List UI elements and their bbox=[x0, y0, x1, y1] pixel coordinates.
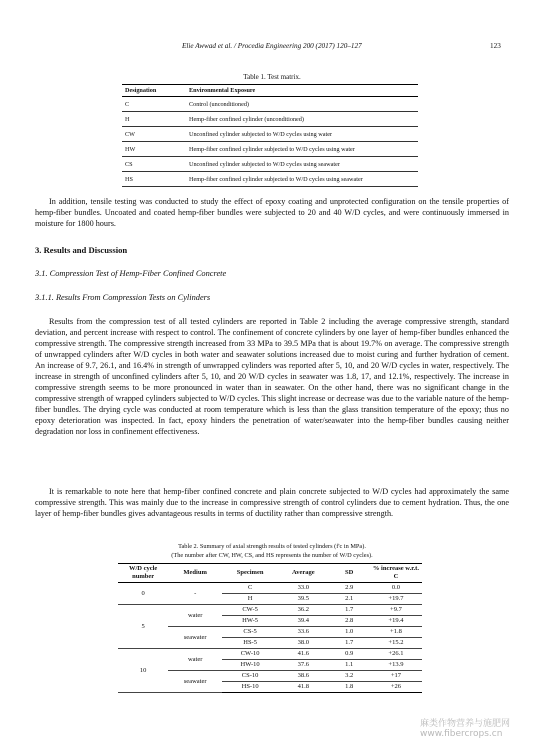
designation-cell: C bbox=[122, 97, 186, 112]
wd-cycle-cell: 5 bbox=[118, 605, 168, 649]
axial-strength-table bbox=[118, 563, 422, 693]
specimen-cell: HS-5 bbox=[222, 638, 278, 649]
table2-header-sd: SD bbox=[328, 564, 369, 583]
designation-cell: CS bbox=[122, 157, 186, 172]
sd-cell: 1.7 bbox=[328, 638, 369, 649]
exposure-cell: Unconfined cylinder subjected to W/D cycles using water bbox=[186, 127, 418, 142]
increase-cell: +19.7 bbox=[370, 594, 422, 605]
table2-header-medium: Medium bbox=[168, 564, 222, 583]
increase-cell: 0.0 bbox=[370, 583, 422, 594]
average-cell: 33.6 bbox=[278, 627, 328, 638]
sd-cell: 0.9 bbox=[328, 649, 369, 660]
specimen-cell: H bbox=[222, 594, 278, 605]
sd-cell: 1.7 bbox=[328, 605, 369, 616]
table2-caption bbox=[0, 542, 544, 560]
average-cell: 33.0 bbox=[278, 583, 328, 594]
medium-cell: seawater bbox=[168, 627, 222, 649]
increase-cell: +17 bbox=[370, 671, 422, 682]
medium-cell: - bbox=[168, 583, 222, 605]
paragraph-remark: It is remarkable to note here that hemp-fiber confined concrete and plain concrete subjected to W/D cycles had approximately the same compressive strength. This was mainly due to the increase in compressive strength of control cylinders due to cement hydration. Thus, the one layer of hemp-fiber bundles gives advantageous results in terms of ductility rather than compressive strength. bbox=[35, 487, 509, 518]
sd-cell: 2.1 bbox=[328, 594, 369, 605]
table-row bbox=[122, 157, 418, 172]
page-number: 123 bbox=[490, 42, 501, 50]
exposure-cell: Hemp-fiber confined cylinder subjected to W/D cycles using seawater bbox=[186, 172, 418, 187]
table-row bbox=[122, 112, 418, 127]
table2-header-wd: W/D cycle number bbox=[118, 564, 168, 583]
sd-cell: 3.2 bbox=[328, 671, 369, 682]
paragraph-results: Results from the compression test of all tested cylinders are reported in Table 2 including the average compressive strength, standard deviation, and percent increase with respect to control. The confinement of concrete cylinders by one layer of hemp-fiber bundles enhanced the compressive strength. The compressive strength increased from 33 MPa to 39.5 MPa that is about 19.7% on average. The compressive strength of unwrapped cylinders after W/D cycles in both water and seawater solutions increased due to moist curing and further hydration of cement. An increase of 9.7, 26.1, and 16.4% in strength of unwrapped cylinders was reported after 5, 10, and 20 W/D cycles in water, respectively. The increase in strength of unconfined cylinders after 5, 10, and 20 W/D cycles in seawater was 1.8, 17, and 12.1%, respectively. The increase in compressive strength seems to be more pronounced in water than in seawater. On the other hand, there was no significant change in the compressive strength of wrapped cylinders subjected to W/D cycles. This slight increase or decrease was due to the variable nature of the hemp-fiber bundles. The drying cycle was conducted at room temperature which is less than the glass transition temperature of the epoxy; thus no epoxy deterioration was inspected. In fact, epoxy hinders the penetration of water/seawater into the hemp-fiber bundles causing neither degradation nor loss in confinement effectiveness. bbox=[35, 317, 509, 436]
subsection-heading-compression: 3.1. Compression Test of Hemp-Fiber Confined Concrete bbox=[35, 269, 227, 278]
medium-cell: water bbox=[168, 605, 222, 627]
specimen-cell: HS-10 bbox=[222, 682, 278, 693]
table-row bbox=[118, 605, 422, 616]
exposure-cell: Hemp-fiber confined cylinder subjected to W/D cycles using water bbox=[186, 142, 418, 157]
wd-cycle-cell: 10 bbox=[118, 649, 168, 693]
specimen-cell: CW-10 bbox=[222, 649, 278, 660]
table-row bbox=[122, 127, 418, 142]
table2-caption-line2: (The number after CW, HW, CS, and HS represents the number of W/D cycles). bbox=[171, 552, 373, 559]
table1-header-exposure: Environmental Exposure bbox=[186, 85, 418, 97]
table2-header-increase: % increase w.r.t. C bbox=[370, 564, 422, 583]
increase-cell: +15.2 bbox=[370, 638, 422, 649]
journal-citation: Elie Awwad et al. / Procedia Engineering 200 (2017) 120–127 bbox=[182, 42, 362, 50]
specimen-cell: HW-5 bbox=[222, 616, 278, 627]
specimen-cell: C bbox=[222, 583, 278, 594]
medium-cell: water bbox=[168, 649, 222, 671]
sd-cell: 2.9 bbox=[328, 583, 369, 594]
specimen-cell: CS-5 bbox=[222, 627, 278, 638]
specimen-cell: CS-10 bbox=[222, 671, 278, 682]
average-cell: 36.2 bbox=[278, 605, 328, 616]
table-row bbox=[122, 142, 418, 157]
exposure-cell: Control (unconditioned) bbox=[186, 97, 418, 112]
average-cell: 37.6 bbox=[278, 660, 328, 671]
table2-caption-line1: Table 2. Summary of axial strength results of tested cylinders (f'c in MPa). bbox=[178, 543, 366, 550]
designation-cell: CW bbox=[122, 127, 186, 142]
paragraph-intro: In addition, tensile testing was conducted to study the effect of epoxy coating and unprotected configuration on the tensile properties of hemp-fiber bundles. Uncoated and coated hemp-fiber bundles were subjected to 20 and 40 W/D cycles, and were continuously immersed in moisture for 1800 hours. bbox=[35, 197, 509, 228]
medium-cell: seawater bbox=[168, 671, 222, 693]
designation-cell: H bbox=[122, 112, 186, 127]
table-row bbox=[118, 649, 422, 660]
designation-cell: HS bbox=[122, 172, 186, 187]
sd-cell: 1.1 bbox=[328, 660, 369, 671]
specimen-cell: HW-10 bbox=[222, 660, 278, 671]
increase-cell: +9.7 bbox=[370, 605, 422, 616]
increase-cell: +1.8 bbox=[370, 627, 422, 638]
table-row bbox=[122, 172, 418, 187]
table1-caption: Table 1. Test matrix. bbox=[243, 73, 301, 81]
table1-header-designation: Designation bbox=[122, 85, 186, 97]
specimen-cell: CW-5 bbox=[222, 605, 278, 616]
table-row bbox=[122, 97, 418, 112]
sd-cell: 1.0 bbox=[328, 627, 369, 638]
average-cell: 39.4 bbox=[278, 616, 328, 627]
average-cell: 38.6 bbox=[278, 671, 328, 682]
increase-cell: +19.4 bbox=[370, 616, 422, 627]
average-cell: 38.0 bbox=[278, 638, 328, 649]
average-cell: 41.6 bbox=[278, 649, 328, 660]
test-matrix-table bbox=[122, 84, 418, 187]
sd-cell: 1.8 bbox=[328, 682, 369, 693]
increase-cell: +26 bbox=[370, 682, 422, 693]
sd-cell: 2.8 bbox=[328, 616, 369, 627]
watermark-text: 麻类作物营养与施肥网 www.fibercrops.cn bbox=[420, 719, 511, 739]
exposure-cell: Hemp-fiber confined cylinder (unconditioned) bbox=[186, 112, 418, 127]
subsubsection-heading-cylinders: 3.1.1. Results From Compression Tests on Cylinders bbox=[35, 293, 211, 302]
increase-cell: +13.9 bbox=[370, 660, 422, 671]
section-heading-results: 3. Results and Discussion bbox=[35, 245, 128, 255]
designation-cell: HW bbox=[122, 142, 186, 157]
table2-header-average: Average bbox=[278, 564, 328, 583]
increase-cell: +26.1 bbox=[370, 649, 422, 660]
average-cell: 41.8 bbox=[278, 682, 328, 693]
exposure-cell: Unconfined cylinder subjected to W/D cycles using seawater bbox=[186, 157, 418, 172]
wd-cycle-cell: 0 bbox=[118, 583, 168, 605]
table2-header-specimen: Specimen bbox=[222, 564, 278, 583]
table-row bbox=[118, 583, 422, 594]
average-cell: 39.5 bbox=[278, 594, 328, 605]
